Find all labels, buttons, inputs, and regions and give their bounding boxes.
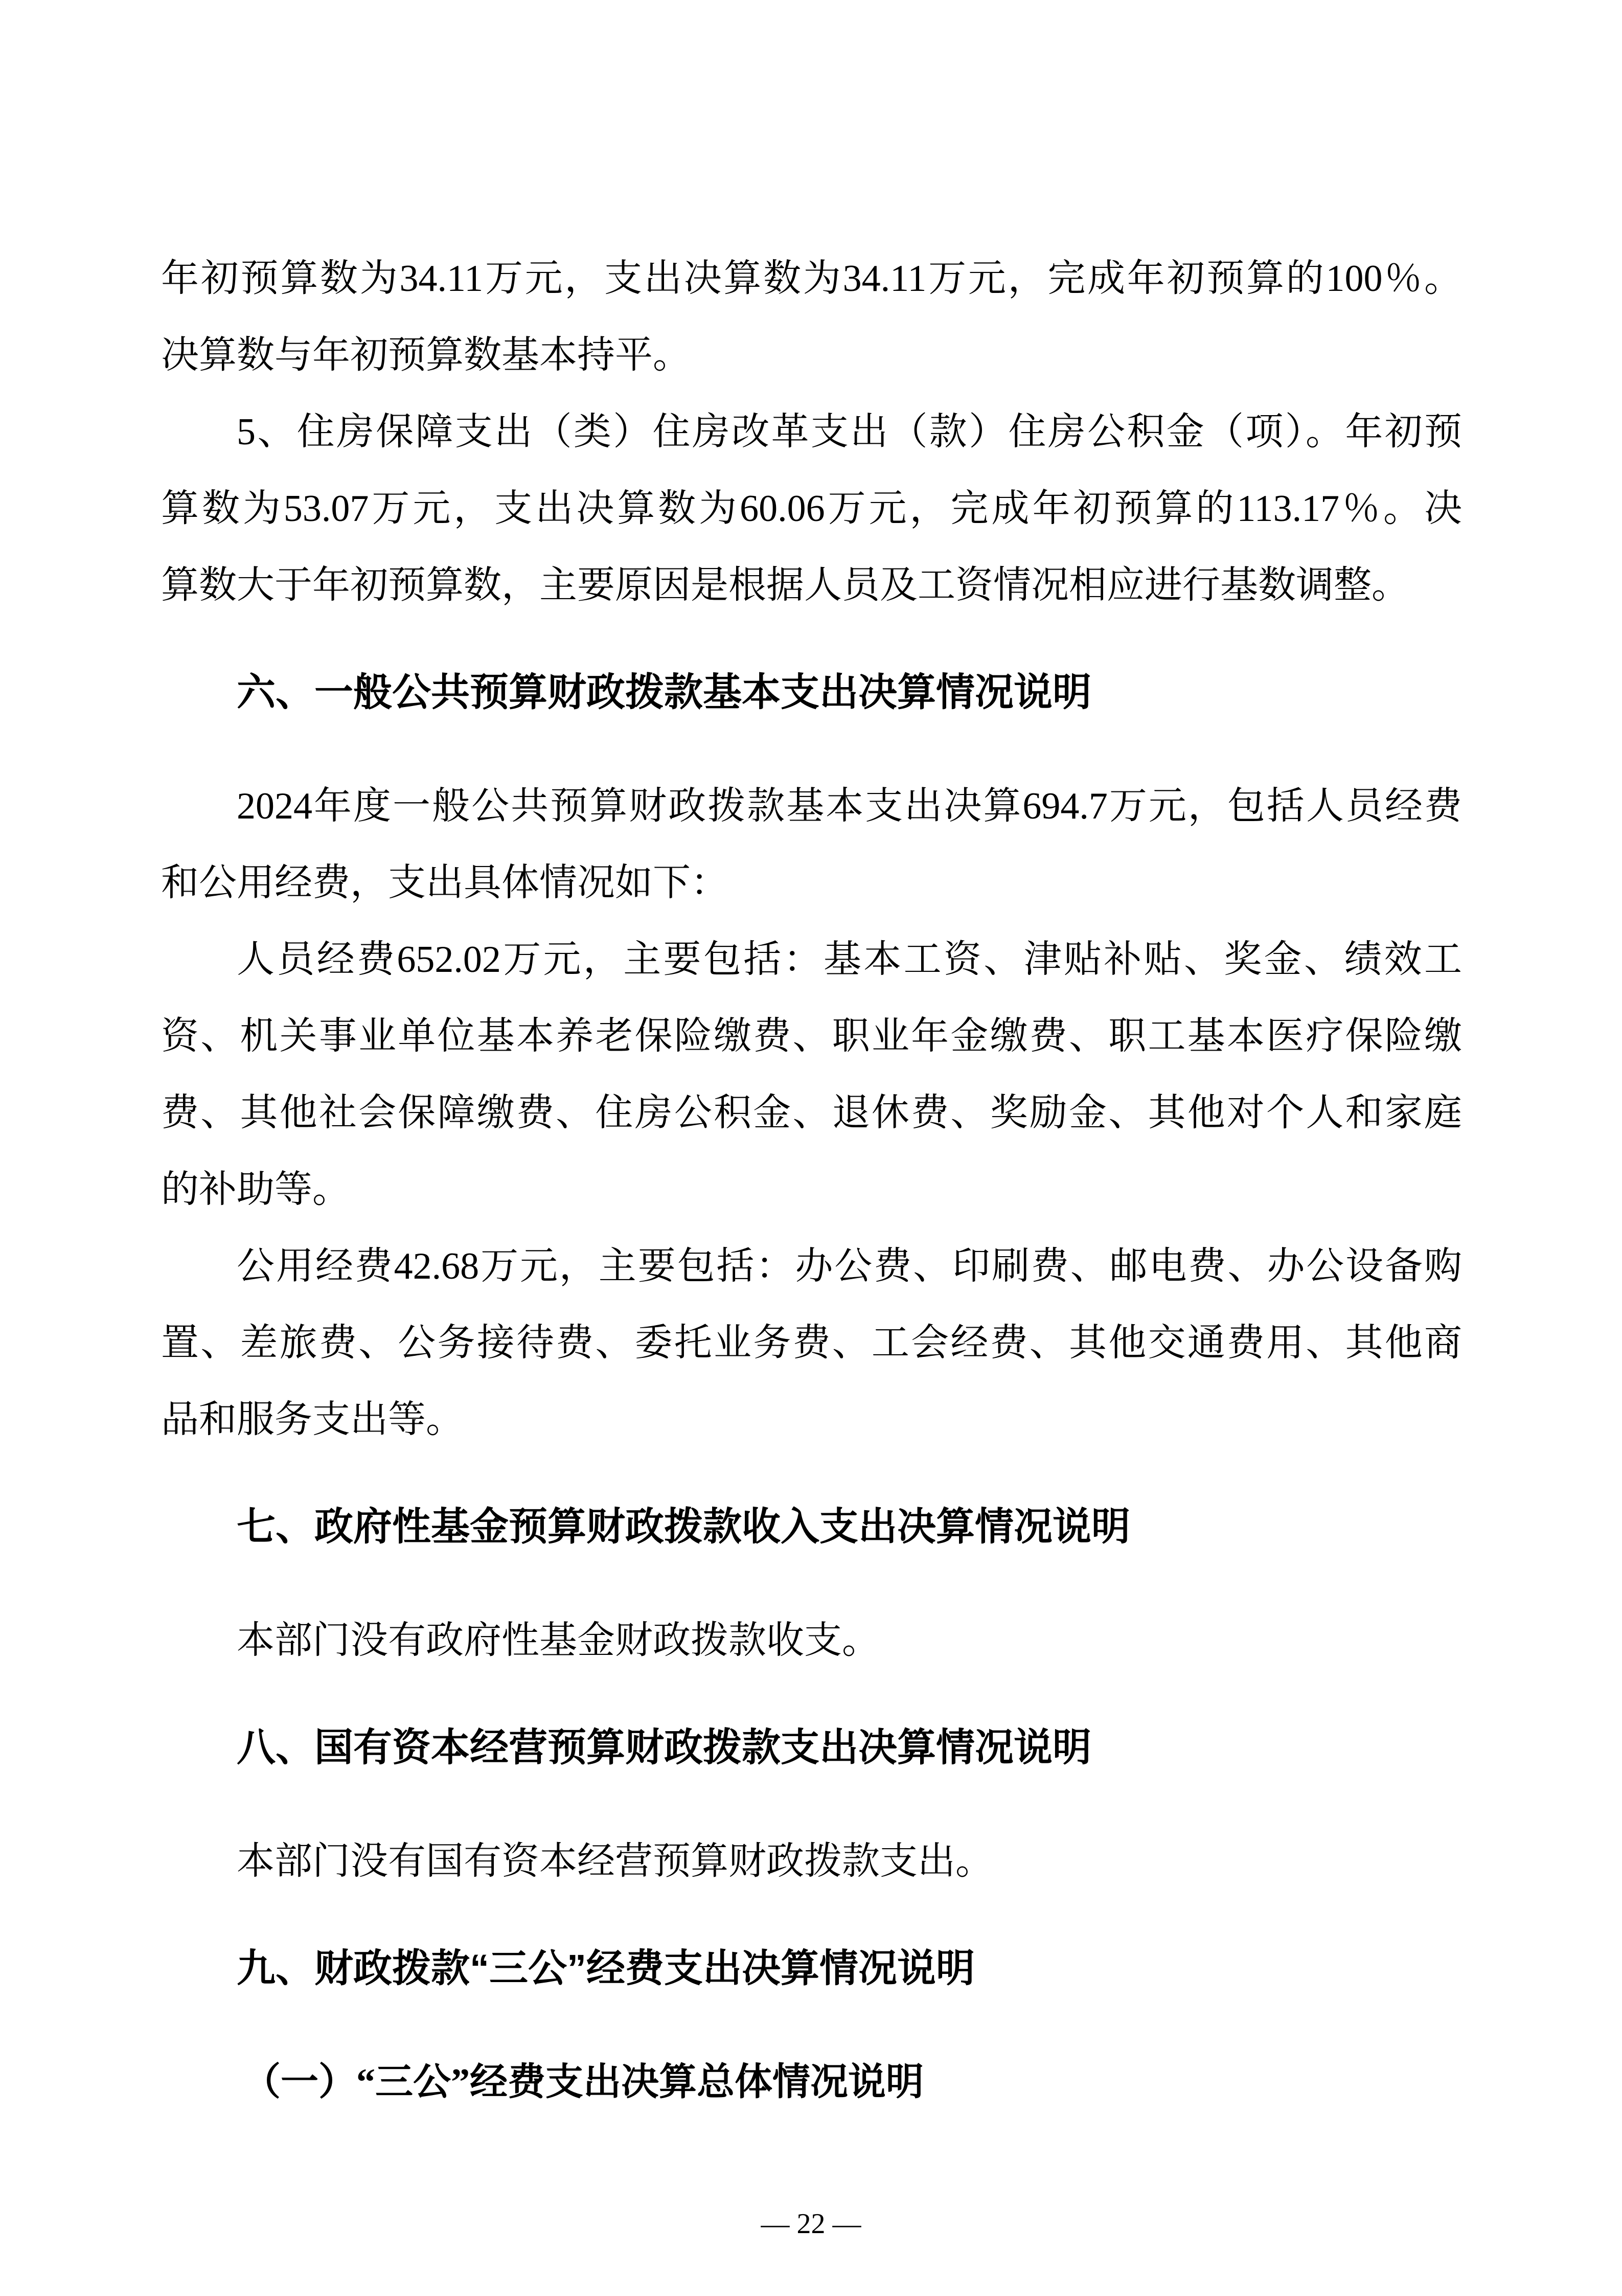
para-personnel-line-2: 资、机关事业单位基本养老保险缴费、职业年金缴费、职工基本医疗保险缴 xyxy=(161,1015,1462,1057)
document-body xyxy=(161,240,1462,2121)
para-carryover-line-1: 年初预算数为34.11万元，支出决算数为34.11万元，完成年初预算的100％。 xyxy=(161,258,1462,300)
para-gov-fund-note: 本部门没有政府性基金财政拨款收支。 xyxy=(237,1620,880,1662)
para-item5-line-3: 算数大于年初预算数，主要原因是根据人员及工资情况相应进行基数调整。 xyxy=(161,564,1409,606)
para-personnel-line-1: 人员经费652.02万元，主要包括：基本工资、津贴补贴、奖金、绩效工 xyxy=(237,939,1462,981)
para-item5-line-1: 5、住房保障支出（类）住房改革支出（款）住房公积金（项）。年初预 xyxy=(237,411,1462,453)
page-number: — 22 — xyxy=(761,2208,861,2240)
para-item5-line-2: 算数为53.07万元，支出决算数为60.06万元，完成年初预算的113.17％。决 xyxy=(161,488,1462,530)
section-heading-nine: 九、财政拨款“三公”经费支出决算情况说明 xyxy=(237,1947,975,1990)
subsection-heading-one: （一）“三公”经费支出决算总体情况说明 xyxy=(243,2061,924,2103)
para-public-funds-line-3: 品和服务支出等。 xyxy=(161,1399,464,1441)
section-heading-six: 六、一般公共预算财政拨款基本支出决算情况说明 xyxy=(237,671,1091,714)
para-carryover-line-2: 决算数与年初预算数基本持平。 xyxy=(161,334,691,376)
para-basic-expenditure-line-1: 2024年度一般公共预算财政拨款基本支出决算694.7万元，包括人员经费 xyxy=(237,785,1462,827)
para-personnel-line-3: 费、其他社会保障缴费、住房公积金、退休费、奖励金、其他对个人和家庭 xyxy=(161,1092,1462,1134)
para-state-capital-note: 本部门没有国有资本经营预算财政拨款支出。 xyxy=(237,1840,993,1882)
para-public-funds-line-1: 公用经费42.68万元，主要包括：办公费、印刷费、邮电费、办公设备购 xyxy=(237,1245,1462,1287)
para-basic-expenditure-line-2: 和公用经费，支出具体情况如下： xyxy=(161,862,728,904)
section-heading-seven: 七、政府性基金预算财政拨款收入支出决算情况说明 xyxy=(237,1505,1130,1549)
page-footer xyxy=(0,2198,1622,2249)
para-personnel-line-4: 的补助等。 xyxy=(161,1169,350,1211)
para-public-funds-line-2: 置、差旅费、公务接待费、委托业务费、工会经费、其他交通费用、其他商 xyxy=(161,1322,1462,1364)
section-heading-eight: 八、国有资本经营预算财政拨款支出决算情况说明 xyxy=(237,1726,1091,1769)
